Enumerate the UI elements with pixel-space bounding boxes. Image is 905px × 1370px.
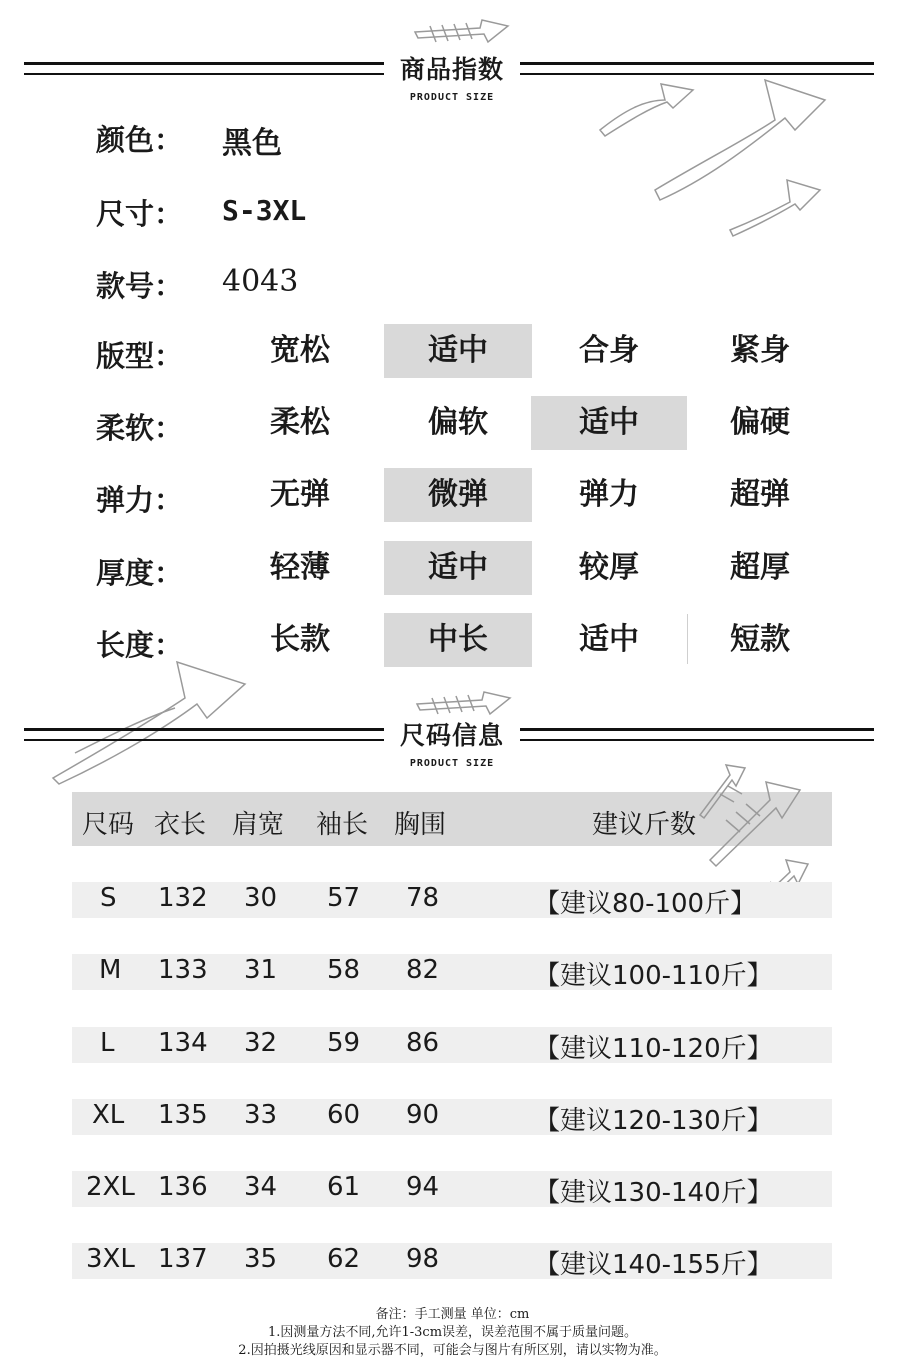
cell-sleeve: 59 (327, 1028, 361, 1058)
cell-length: 134 (158, 1028, 208, 1058)
attr-option-selected: 适中 (384, 541, 532, 595)
cell-shoulder: 32 (244, 1028, 278, 1058)
size-value: S-3XL (222, 194, 307, 227)
note-measurement: 1.因测量方法不同,允许1-3cm误差，误差范围不属于质量问题。 (267, 1325, 638, 1340)
col-header-shoulder: 肩宽 (232, 810, 285, 840)
attr-row-elasticity (0, 468, 905, 522)
cell-length: 133 (158, 955, 208, 985)
cell-length: 136 (158, 1172, 208, 1202)
table-row (72, 1171, 832, 1207)
attr-option: 柔松 (270, 405, 330, 440)
section-subtitle: PRODUCT SIZE (409, 758, 495, 769)
cell-weight: 【建议140-155斤】 (534, 1250, 773, 1280)
attr-row-softness (0, 396, 905, 450)
attr-option-selected: 适中 (531, 396, 687, 450)
cell-length: 137 (158, 1244, 208, 1274)
header-rule-left (24, 728, 384, 741)
attr-option: 偏硬 (730, 405, 790, 440)
cell-sleeve: 57 (327, 883, 361, 913)
note-unit: 备注：手工测量 单位：cm (375, 1307, 530, 1322)
cell-shoulder: 33 (244, 1100, 278, 1130)
cell-chest: 78 (406, 883, 440, 913)
option-divider (687, 614, 688, 664)
attr-option: 偏软 (428, 405, 488, 440)
attr-option: 紧身 (730, 333, 790, 368)
attr-option: 超弹 (730, 477, 790, 512)
color-value: 黑色 (222, 126, 282, 161)
cell-sleeve: 60 (327, 1100, 361, 1130)
col-header-weight: 建议斤数 (592, 810, 697, 840)
attr-option: 弹力 (579, 477, 639, 512)
attr-label: 版型： (96, 339, 184, 373)
style-number-label: 款号： (96, 269, 184, 303)
cell-size: 2XL (86, 1172, 135, 1202)
header-rule-right (520, 728, 874, 741)
attr-label: 厚度： (96, 556, 184, 590)
attr-option-selected: 微弹 (384, 468, 532, 522)
cell-chest: 90 (406, 1100, 440, 1130)
header-rule-left (24, 62, 384, 75)
cell-weight: 【建议100-110斤】 (534, 961, 773, 991)
cell-length: 132 (158, 883, 208, 913)
attr-label: 弹力： (96, 483, 184, 517)
cell-shoulder: 30 (244, 883, 278, 913)
cell-weight: 【建议110-120斤】 (534, 1034, 773, 1064)
cell-size: M (99, 955, 122, 985)
attr-option: 较厚 (579, 550, 639, 585)
attr-option-selected: 中长 (384, 613, 532, 667)
cell-sleeve: 61 (327, 1172, 361, 1202)
cell-weight: 【建议120-130斤】 (534, 1106, 773, 1136)
cell-shoulder: 31 (244, 955, 278, 985)
cell-shoulder: 34 (244, 1172, 278, 1202)
attr-option: 适中 (579, 622, 639, 657)
style-number-value: 4043 (222, 264, 299, 299)
color-label: 颜色： (96, 123, 184, 157)
section-title: 商品指数 (399, 55, 504, 84)
attr-option: 轻薄 (270, 550, 330, 585)
attr-option-selected: 适中 (384, 324, 532, 378)
cell-chest: 94 (406, 1172, 440, 1202)
cell-sleeve: 62 (327, 1244, 361, 1274)
cell-size: 3XL (86, 1244, 135, 1274)
note-color-difference: 2.因拍摄光线原因和显示器不同，可能会与图片有所区别，请以实物为准。 (238, 1343, 667, 1358)
attr-row-fit (0, 324, 905, 378)
table-row (72, 1027, 832, 1063)
cell-size: S (100, 883, 117, 913)
attr-option: 宽松 (270, 333, 330, 368)
table-row (72, 882, 832, 918)
table-row (72, 1243, 832, 1279)
cell-length: 135 (158, 1100, 208, 1130)
cell-size: XL (92, 1100, 125, 1130)
section-subtitle: PRODUCT SIZE (409, 92, 495, 103)
attr-option: 长款 (270, 622, 330, 657)
section-title: 尺码信息 (399, 721, 504, 750)
attr-label: 柔软： (96, 411, 184, 445)
col-header-sleeve: 袖长 (316, 810, 369, 840)
attr-option: 无弹 (270, 477, 330, 512)
attr-label: 长度： (96, 628, 184, 662)
table-row (72, 954, 832, 990)
col-header-length: 衣长 (154, 810, 207, 840)
cell-sleeve: 58 (327, 955, 361, 985)
size-label: 尺寸： (96, 197, 184, 231)
attr-option: 合身 (579, 333, 639, 368)
attr-option: 短款 (730, 622, 790, 657)
cell-chest: 82 (406, 955, 440, 985)
cell-chest: 98 (406, 1244, 440, 1274)
attr-row-thickness (0, 541, 905, 595)
col-header-chest: 胸围 (394, 810, 447, 840)
table-row (72, 1099, 832, 1135)
cell-weight: 【建议80-100斤】 (534, 889, 757, 919)
cell-weight: 【建议130-140斤】 (534, 1178, 773, 1208)
cell-chest: 86 (406, 1028, 440, 1058)
attr-option: 超厚 (730, 550, 790, 585)
cell-size: L (100, 1028, 115, 1058)
cell-shoulder: 35 (244, 1244, 278, 1274)
header-rule-right (520, 62, 874, 75)
section-header-product-index (0, 44, 905, 104)
arrow-icon (410, 8, 520, 48)
col-header-size: 尺码 (82, 810, 135, 840)
